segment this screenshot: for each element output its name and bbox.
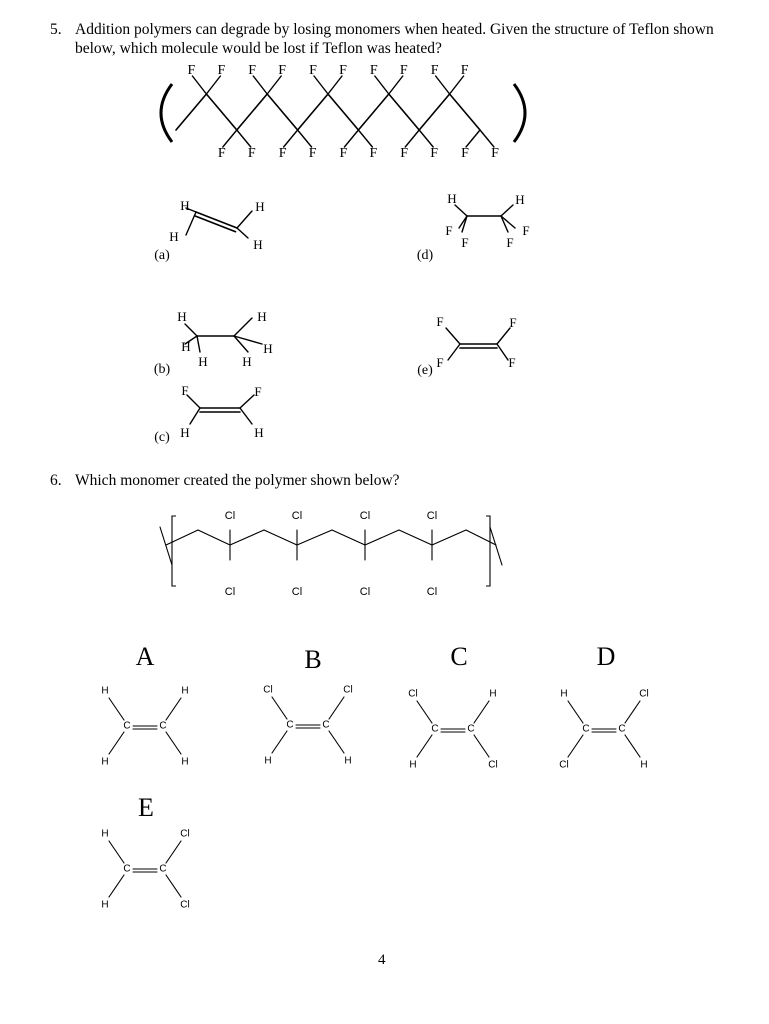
end-tick <box>160 527 172 565</box>
atom-label: F <box>522 222 530 238</box>
chlorine-label: Cl <box>359 585 371 598</box>
c-f-bond <box>328 76 342 94</box>
c-f-bond <box>284 130 298 147</box>
carbon-label: C <box>123 720 131 732</box>
bond <box>329 731 344 753</box>
double-bond-line <box>195 216 236 232</box>
substituent-label: H <box>181 685 189 697</box>
atom-label: H <box>177 308 187 324</box>
option-label: (a) <box>154 248 170 264</box>
atom-label: H <box>515 191 525 207</box>
bond <box>109 841 124 863</box>
bond <box>109 732 124 754</box>
c-f-bond <box>192 76 206 94</box>
fluorine-label: F <box>491 146 499 162</box>
bond <box>237 228 248 238</box>
chlorine-label: Cl <box>224 509 236 522</box>
atom-label: F <box>254 383 262 399</box>
carbon-label: C <box>431 723 439 735</box>
bond <box>166 841 181 863</box>
substituent-label: Cl <box>559 759 569 771</box>
substituent-label: H <box>409 759 417 771</box>
double-bond-line <box>196 212 237 228</box>
carbon-label: C <box>159 720 167 732</box>
fluorine-label: F <box>309 63 317 79</box>
chlorine-label: Cl <box>291 509 303 522</box>
substituent-label: Cl <box>263 684 273 696</box>
atom-label: H <box>181 338 191 354</box>
question-6-text: Which monomer created the polymer shown below? <box>75 472 400 489</box>
chain-bond <box>365 530 399 545</box>
chain-bond <box>206 94 236 130</box>
chlorine-label: Cl <box>426 509 438 522</box>
chain-bond <box>297 530 332 545</box>
carbon-label: C <box>618 723 626 735</box>
choice-letter: D <box>596 641 616 671</box>
fluorine-label: F <box>187 63 196 79</box>
bond <box>568 701 583 723</box>
c-f-bond <box>375 76 389 94</box>
end-tick <box>490 527 502 565</box>
chlorine-label: Cl <box>426 585 438 598</box>
substituent-label: H <box>181 756 189 768</box>
option-label: (c) <box>154 430 170 446</box>
bond <box>237 211 252 228</box>
c-f-bond <box>237 130 251 147</box>
atom-label: H <box>254 424 264 440</box>
c-f-bond <box>405 130 419 147</box>
bond <box>190 408 200 424</box>
question-5-number: 5. <box>50 21 62 38</box>
atom-label: H <box>169 228 179 244</box>
atom-label: H <box>180 424 190 440</box>
atom-label: H <box>242 353 252 369</box>
substituent-label: Cl <box>639 688 649 700</box>
bond <box>240 395 254 408</box>
c-f-bond <box>206 76 220 94</box>
bond <box>448 344 460 360</box>
chain-bond <box>176 94 206 130</box>
chain-bond <box>237 94 267 130</box>
atom-label: H <box>257 308 267 324</box>
fluorine-label: F <box>400 146 409 162</box>
chlorine-label: Cl <box>291 585 303 598</box>
chain-bond <box>328 94 358 130</box>
bond <box>329 697 344 719</box>
fluorine-label: F <box>430 63 439 79</box>
c-f-bond <box>436 76 450 94</box>
question-6-number: 6. <box>50 472 62 489</box>
c-f-bond <box>450 76 464 94</box>
carbon-label: C <box>467 723 475 735</box>
substituent-label: H <box>101 756 109 768</box>
bond <box>234 318 252 336</box>
bond <box>501 205 513 216</box>
atom-label: F <box>508 354 516 370</box>
right-parenthesis <box>514 84 525 142</box>
chain-bond <box>264 530 297 545</box>
bond <box>272 731 287 753</box>
option-label: (d) <box>416 248 434 264</box>
substituent-label: Cl <box>488 759 498 771</box>
bond <box>455 205 467 216</box>
bond <box>166 732 181 754</box>
atom-label: H <box>255 198 265 214</box>
chain-bond <box>267 94 297 130</box>
bond <box>109 875 124 897</box>
substituent-label: H <box>640 759 648 771</box>
choice-letter: B <box>304 644 322 674</box>
bond <box>417 735 432 757</box>
fluorine-label: F <box>369 63 378 79</box>
chain-bond <box>298 94 328 130</box>
bond <box>446 328 460 344</box>
fluorine-label: F <box>278 146 287 162</box>
c-f-bond <box>389 76 403 94</box>
c-f-bond <box>466 130 480 147</box>
option-label: (e) <box>417 363 433 379</box>
fluorine-label: F <box>248 63 257 79</box>
choice-letter: C <box>450 641 468 671</box>
bond <box>240 408 252 424</box>
bond <box>109 698 124 720</box>
fluorine-label: F <box>430 146 439 162</box>
choice-letter: A <box>135 641 155 671</box>
substituent-label: Cl <box>180 828 190 840</box>
carbon-label: C <box>322 719 330 731</box>
left-parenthesis <box>161 84 172 142</box>
fluorine-label: F <box>278 63 287 79</box>
question-5-text: Addition polymers can degrade by losing monomers when heated. Given the structure of Teflon shown below, which molecule would be lost if Teflon was heated? <box>75 21 714 57</box>
question-5-options <box>154 191 530 445</box>
bond <box>474 701 489 723</box>
substituent-label: H <box>264 755 272 767</box>
c-f-bond <box>344 130 358 147</box>
chlorine-label: Cl <box>224 585 236 598</box>
atom-label: F <box>509 314 517 330</box>
bond <box>197 336 200 352</box>
c-f-bond <box>298 130 312 147</box>
page-number: 4 <box>378 952 386 968</box>
carbon-label: C <box>582 723 590 735</box>
atom-label: H <box>263 340 273 356</box>
left-bracket <box>172 516 176 586</box>
carbon-label: C <box>286 719 294 731</box>
bond <box>187 395 200 408</box>
substituent-label: H <box>489 688 497 700</box>
bond <box>497 344 508 360</box>
c-f-bond <box>223 130 237 147</box>
right-bracket <box>486 516 490 586</box>
carbon-label: C <box>123 863 131 875</box>
substituent-label: Cl <box>180 899 190 911</box>
bond <box>568 735 583 757</box>
atom-label: H <box>198 353 208 369</box>
chlorine-label: Cl <box>359 509 371 522</box>
substituent-label: H <box>560 688 568 700</box>
chain-bond <box>389 94 419 130</box>
option-label: (b) <box>153 362 171 378</box>
bond <box>185 324 197 336</box>
c-f-bond <box>419 130 433 147</box>
c-f-bond <box>358 130 372 147</box>
chain-bond <box>450 94 480 130</box>
bond <box>474 735 489 757</box>
fluorine-label: F <box>339 63 347 79</box>
atom-label: F <box>181 382 189 398</box>
bond <box>166 698 181 720</box>
atom-label: F <box>445 222 453 238</box>
substituent-label: H <box>101 828 109 840</box>
atom-label: H <box>180 197 190 213</box>
chain-bond <box>399 530 432 545</box>
c-f-bond <box>253 76 267 94</box>
question-6-choices <box>101 642 648 911</box>
chain-bond <box>230 530 264 545</box>
chain-bond <box>166 530 198 545</box>
atom-label: H <box>253 236 263 252</box>
bond <box>166 875 181 897</box>
atom-label: F <box>461 234 469 250</box>
fluorine-label: F <box>217 63 226 79</box>
teflon-structure <box>161 63 525 161</box>
bond <box>272 697 287 719</box>
substituent-label: H <box>344 755 352 767</box>
carbon-label: C <box>159 863 167 875</box>
bond <box>497 328 510 344</box>
fluorine-label: F <box>217 146 226 162</box>
fluorine-label: F <box>460 63 469 79</box>
chain-bond <box>198 530 230 545</box>
bond <box>186 212 196 235</box>
c-f-bond <box>480 130 494 147</box>
chain-bond <box>358 94 388 130</box>
substituent-label: H <box>101 685 109 697</box>
substituent-label: Cl <box>408 688 418 700</box>
substituent-label: H <box>101 899 109 911</box>
chain-bond <box>419 94 449 130</box>
atom-label: F <box>436 354 444 370</box>
bond <box>625 701 640 723</box>
fluorine-label: F <box>247 146 256 162</box>
fluorine-label: F <box>339 146 348 162</box>
pvc-polymer-structure <box>160 510 502 598</box>
c-f-bond <box>267 76 281 94</box>
choice-letter: E <box>138 792 154 822</box>
bond <box>417 701 432 723</box>
fluorine-label: F <box>461 146 469 162</box>
atom-label: H <box>447 190 457 206</box>
substituent-label: Cl <box>343 684 353 696</box>
fluorine-label: F <box>399 63 408 79</box>
fluorine-label: F <box>369 146 378 162</box>
c-f-bond <box>314 76 328 94</box>
bond <box>625 735 640 757</box>
atom-label: F <box>506 234 514 250</box>
chain-bond <box>432 530 466 545</box>
chain-bond <box>332 530 365 545</box>
atom-label: F <box>436 313 444 329</box>
bond <box>462 216 467 232</box>
fluorine-label: F <box>308 146 317 162</box>
